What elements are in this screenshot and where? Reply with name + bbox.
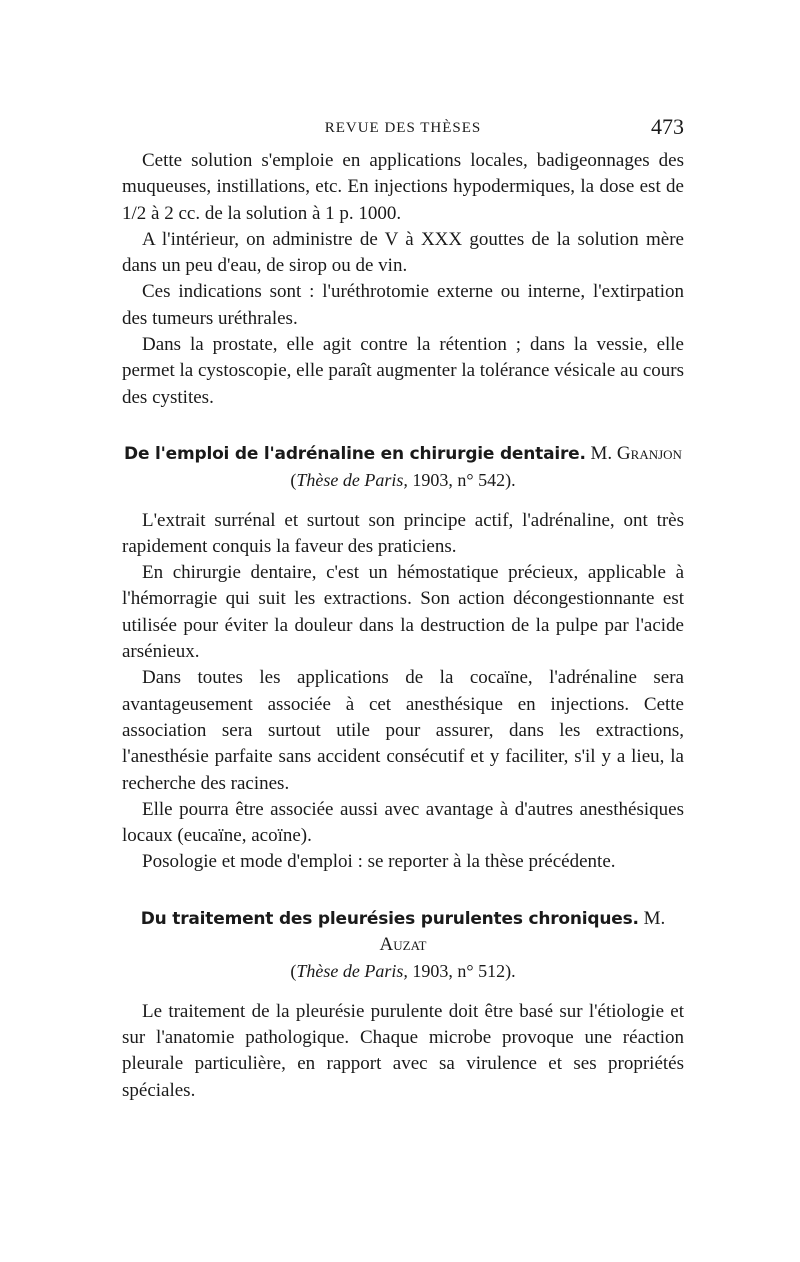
paragraph: Posologie et mode d'emploi : se reporter à la thèse précédente. bbox=[142, 851, 616, 873]
section-title: Du traitement des pleurésies purulentes chroniques. bbox=[140, 908, 639, 929]
page-body bbox=[122, 148, 684, 1104]
paragraph: Le traitement de la pleurésie purulente doit être basé sur l'étiologie et sur l'anatomie pathologique. Chaque microbe provoque une réaction pleurale particulière, en rapport avec sa virulence et ses propriétés spéciales. bbox=[122, 1000, 684, 1101]
paragraph: Dans la prostate, elle agit contre la rétention ; dans la vessie, elle permet la cystoscopie, elle paraît augmenter la tolérance vésicale au cours des cystites. bbox=[122, 334, 684, 408]
section-heading bbox=[122, 906, 684, 959]
author-name: Auzat bbox=[379, 934, 427, 956]
page-number: 473 bbox=[651, 114, 684, 139]
section-heading bbox=[122, 441, 684, 467]
citation-work: Thèse de Paris, bbox=[296, 961, 408, 982]
paragraph: Cette solution s'emploie en applications locales, badigeonnages des muqueuses, instillations, etc. En injections hypodermiques, la dose est de 1/2 à 2 cc. de la solution à 1 p. 1000. bbox=[122, 150, 684, 224]
citation-work: Thèse de Paris, bbox=[296, 470, 408, 491]
citation-details: 1903, n° 512). bbox=[412, 961, 516, 982]
section-author bbox=[591, 443, 682, 464]
paragraph: L'extrait surrénal et surtout son principe actif, l'adrénaline, ont très rapidement conquis la faveur des praticiens. bbox=[122, 509, 684, 557]
section-title: De l'emploi de l'adrénaline en chirurgie dentaire. bbox=[124, 443, 586, 464]
paragraph: Dans toutes les applications de la cocaïne, l'adrénaline sera avantageusement associée à cet anesthésique en injections. Cette association sera surtout utile pour assurer, dans les extractions, l'anesthésie parfaite sans accident consécutif et y faciliter, s'il y a lieu, la recherche des racines. bbox=[122, 667, 684, 794]
paragraph: A l'intérieur, on administre de V à XXX gouttes de la solution mère dans un peu d'eau, de sirop ou de vin. bbox=[122, 228, 684, 277]
paragraph: Ces indications sont : l'uréthrotomie externe ou interne, l'extirpation des tumeurs uréthrales. bbox=[122, 281, 684, 329]
author-name: Granjon bbox=[616, 442, 682, 464]
page-header bbox=[122, 112, 684, 142]
running-title: REVUE DES THÈSES bbox=[324, 120, 482, 136]
paragraph: En chirurgie dentaire, c'est un hémostatique précieux, applicable à l'hémorragie qui suit les extractions. Son action décongestionnante est utilisée pour éviter la douleur dans la destruction de la pulpe par l'acide arsénieux. bbox=[122, 562, 684, 663]
author-prefix: M. bbox=[590, 442, 613, 464]
paragraph: Elle pourra être associée aussi avec avantage à d'autres anesthésiques locaux (eucaïne, acoïne). bbox=[122, 798, 684, 847]
author-prefix: M. bbox=[643, 907, 666, 929]
citation: (Thèse de Paris, 1903, n° 512). bbox=[290, 961, 516, 982]
citation-details: 1903, n° 542). bbox=[412, 470, 516, 491]
citation: (Thèse de Paris, 1903, n° 542). bbox=[290, 470, 516, 491]
